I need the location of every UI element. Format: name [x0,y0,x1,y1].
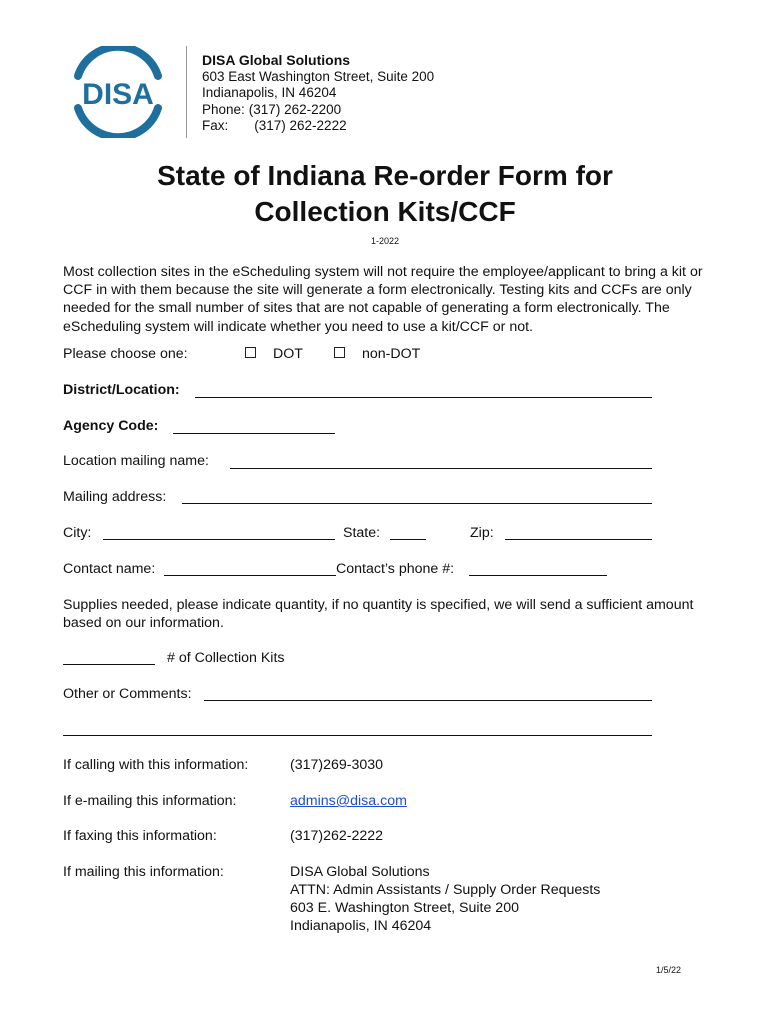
call-label: If calling with this information: [63,757,249,773]
form-version: 1-2022 [370,236,400,246]
dot-checkbox[interactable] [245,347,256,358]
contact-name-label: Contact name: [63,561,156,577]
call-value: (317)269-3030 [290,757,384,773]
footer-date: 1/5/22 [656,965,682,975]
mail-line-4: Indianapolis, IN 46204 [290,918,432,934]
mailing-address-field[interactable] [182,503,652,504]
page-title [0,158,770,230]
non-dot-label: non-DOT [362,346,421,362]
mail-address-block [290,863,600,935]
mail-label: If mailing this information: [63,864,224,880]
fax-number: (317) 262-2222 [254,118,347,134]
title-line-1: State of Indiana Re-order Form for [157,160,613,191]
dot-label: DOT [273,346,303,362]
title-line-2: Collection Kits/CCF [254,196,516,227]
kits-label: # of Collection Kits [167,650,285,666]
city-field[interactable] [103,539,335,540]
company-phone [202,102,434,119]
state-label: State: [343,525,381,541]
comments-label: Other or Comments: [63,686,192,702]
kits-quantity-field[interactable] [63,664,155,665]
phone-number: (317) 262-2200 [248,101,342,117]
agency-label: Agency Code: [63,418,159,434]
dot-option[interactable] [245,345,303,363]
non-dot-option[interactable] [334,345,420,363]
company-header [202,52,434,135]
district-label: District/Location: [63,382,180,398]
comments-field-line-2[interactable] [63,735,652,736]
choose-label: Please choose one: [63,346,188,362]
company-address-1: 603 East Washington Street, Suite 200 [202,68,435,84]
fax-label: Fax: [202,118,229,134]
contact-phone-field[interactable] [469,575,607,576]
district-field[interactable] [195,397,652,398]
state-field[interactable] [390,539,426,540]
city-label: City: [63,525,92,541]
zip-field[interactable] [505,539,652,540]
mail-line-1: DISA Global Solutions [290,864,430,880]
agency-field[interactable] [173,433,335,434]
mailing-address-label: Mailing address: [63,489,167,505]
company-address-2: Indianapolis, IN 46204 [202,85,337,101]
disa-logo [64,46,172,138]
email-link[interactable]: admins@disa.com [290,793,407,809]
mail-line-3: 603 E. Washington Street, Suite 200 [290,900,519,916]
mail-line-2: ATTN: Admin Assistants / Supply Order Requests [290,882,601,898]
email-label: If e-mailing this information: [63,793,237,809]
mailing-name-label: Location mailing name: [63,453,209,469]
fax-contact-value: (317)262-2222 [290,828,384,844]
company-name: DISA Global Solutions [202,52,351,68]
contact-name-field[interactable] [164,575,336,576]
company-fax [202,118,434,135]
fax-contact-label: If faxing this information: [63,828,217,844]
header-divider [186,46,187,138]
comments-field[interactable] [204,700,652,701]
zip-label: Zip: [470,525,494,541]
contact-phone-label: Contact’s phone #: [336,561,455,577]
non-dot-checkbox[interactable] [334,347,345,358]
logo-text: DISA [82,78,154,111]
intro-paragraph: Most collection sites in the eScheduling system will not require the employee/applicant to bring a kit or CCF in with them because the site will generate a form electronically. Testing kits and CCFs are only needed for the small number of sites that are not capable of generating a form electronically. The eScheduling system will indicate whether you need to use a kit/CCF or not. [63,264,703,335]
mailing-name-field[interactable] [230,468,652,469]
phone-label: Phone: [202,101,245,117]
supplies-note: Supplies needed, please indicate quantity, if no quantity is specified, we will send a sufficient amount based on our information. [63,597,694,631]
